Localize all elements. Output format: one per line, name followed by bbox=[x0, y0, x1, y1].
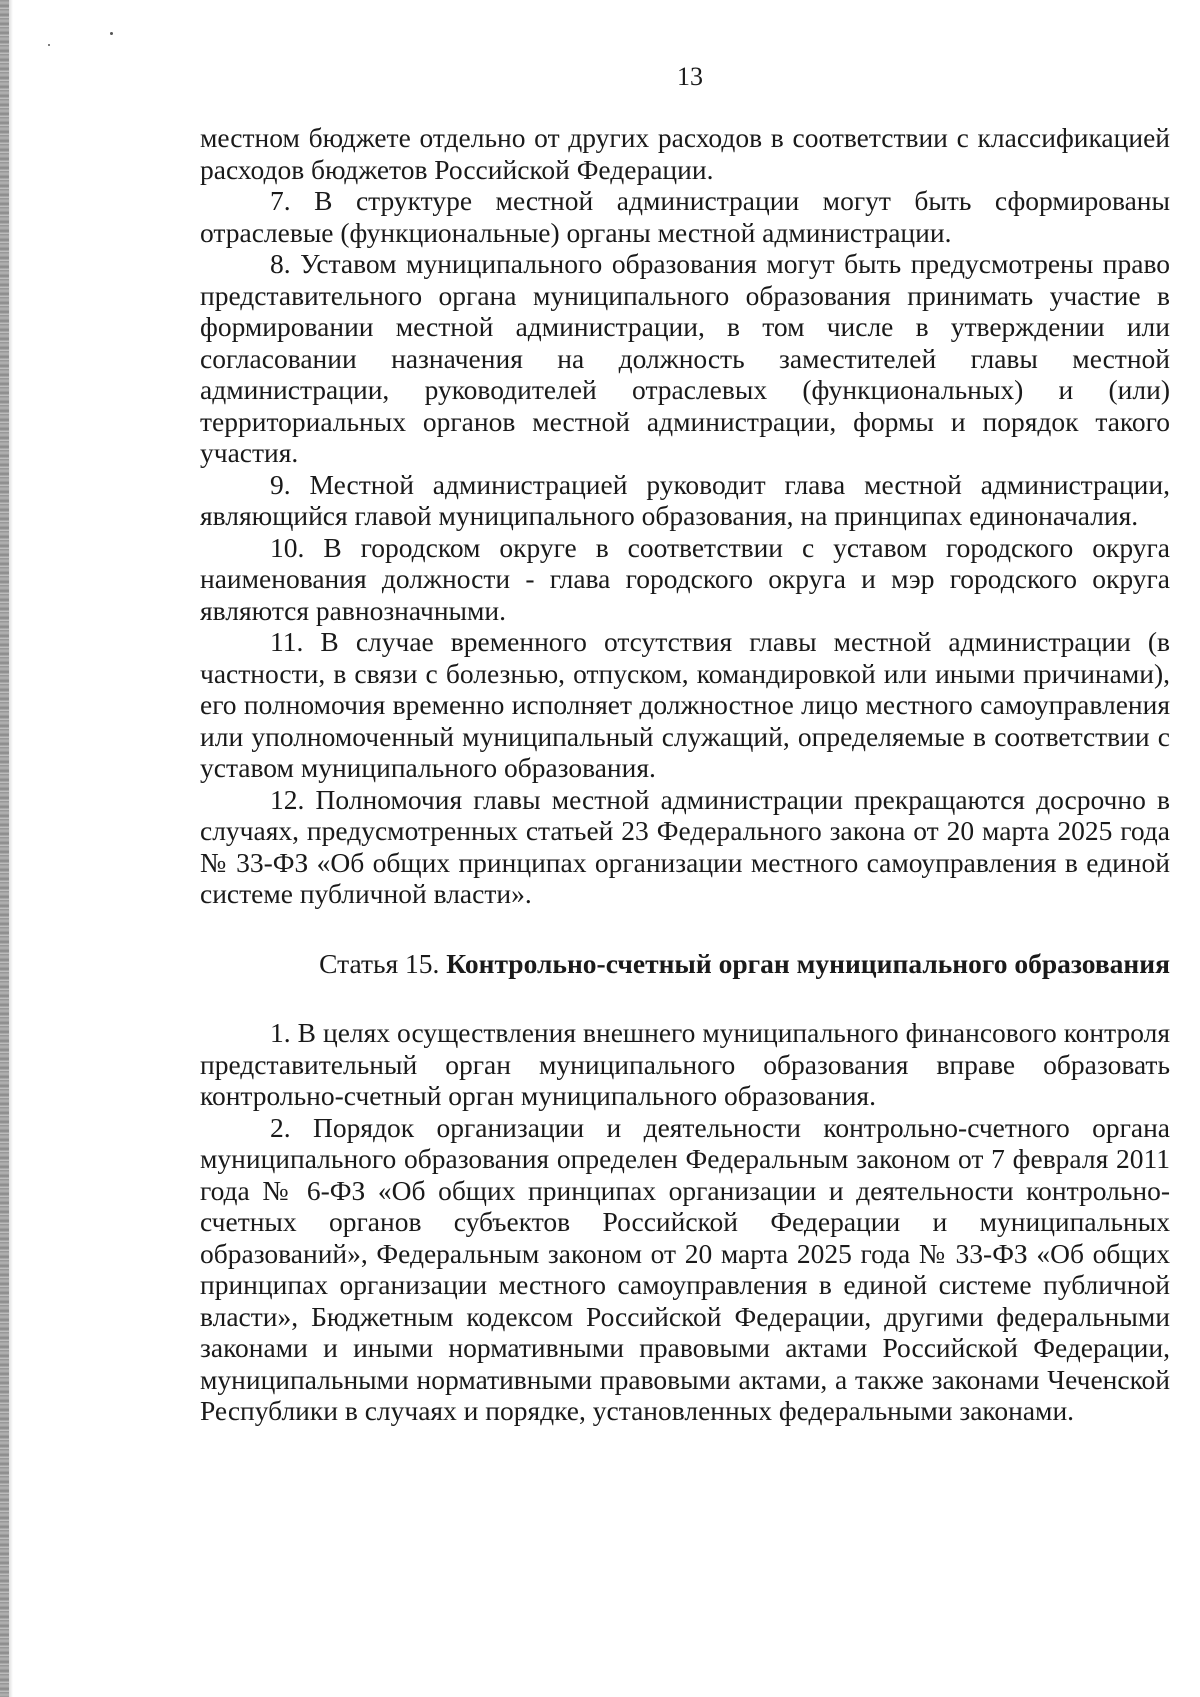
article-paragraph-1: 1. В целях осуществления внешнего муниципального финансового контроля представительный орган муниципального образования вправе образовать контрольно-счетный орган муниципального образования. bbox=[200, 1017, 1170, 1111]
article-paragraph-2: 2. Порядок организации и деятельности контрольно-счетного органа муниципального образования определен Федеральным законом от 7 февраля 2011 года № 6-ФЗ «Об общих принципах организации и деятельности контрольно-счетных органов субъектов Российской Федерации и муниципальных образований», Федеральным законом от 20 марта 2025 года № 33-ФЗ «Об общих принципах организации местного самоуправления в единой системе публичной власти», Бюджетным кодексом Российской Федерации, другими федеральными законами и иными нормативными правовыми актами Российской Федерации, муниципальными нормативными правовыми актами, а также законами Чеченской Республики в случаях и порядке, установленных федеральными законами. bbox=[200, 1111, 1170, 1426]
paragraph-item-8: 8. Уставом муниципального образования могут быть предусмотрены право представительного органа муниципального образования принимать участие в формировании местной администрации, в том числе в утверждении или согласовании назначения на должность заместителей главы местной администрации, руководителей отраслевых (функциональных) и (или) территориальных органов местной администрации, формы и порядок такого участия. bbox=[200, 248, 1170, 468]
scan-speck bbox=[110, 32, 113, 35]
page-number: 13 bbox=[677, 62, 703, 91]
scan-edge-shadow bbox=[0, 0, 9, 1697]
paragraph-continuation: местном бюджете отдельно от других расходов в соответствии с классификацией расходов бюджетов Российской Федерации. bbox=[200, 122, 1170, 185]
scan-edge-fade bbox=[9, 0, 13, 1697]
document-body bbox=[200, 122, 1170, 1427]
article-title: Контрольно-счетный орган муниципального образования bbox=[446, 947, 1170, 979]
scan-speck bbox=[48, 44, 50, 46]
article-heading bbox=[200, 948, 1170, 980]
paragraph-item-9: 9. Местной администрацией руководит глава местной администрации, являющийся главой муниципального образования, на принципах единоначалия. bbox=[200, 468, 1170, 531]
paragraph-item-11: 11. В случае временного отсутствия главы местной администрации (в частности, в связи с болезнью, отпуском, командировкой или иными причинами), его полномочия временно исполняет должностное лицо местного самоуправления или уполномоченный муниципальный служащий, определяемые в соответствии с уставом муниципального образования. bbox=[200, 626, 1170, 783]
paragraph-item-7: 7. В структуре местной администрации могут быть сформированы отраслевые (функциональные) органы местной администрации. bbox=[200, 185, 1170, 248]
paragraph-item-12: 12. Полномочия главы местной администрации прекращаются досрочно в случаях, предусмотренных статьей 23 Федерального закона от 20 марта 2025 года № 33-ФЗ «Об общих принципах организации местного самоуправления в единой системе публичной власти». bbox=[200, 783, 1170, 909]
paragraph-item-10: 10. В городском округе в соответствии с уставом городского округа наименования должности - глава городского округа и мэр городского округа являются равнозначными. bbox=[200, 531, 1170, 626]
article-number: Статья 15. bbox=[319, 947, 440, 979]
